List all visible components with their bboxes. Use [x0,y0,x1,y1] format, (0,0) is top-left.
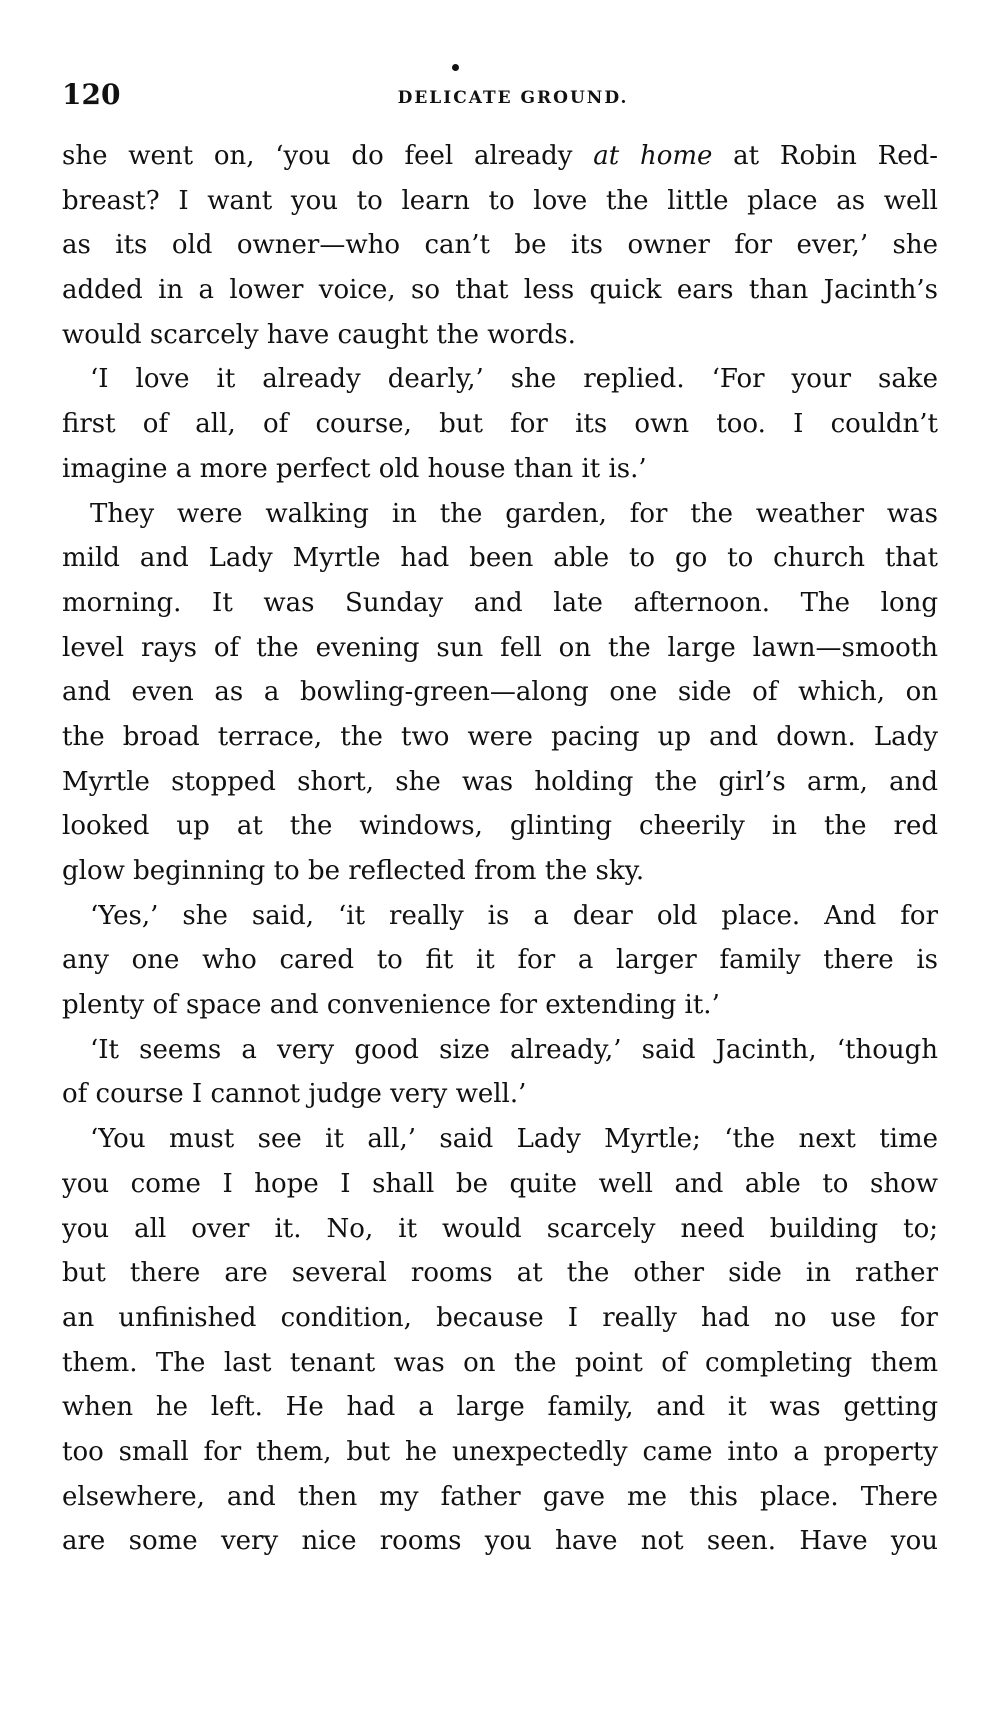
text-line: ‘You must see it all,’ said Lady Myrtle; ‘the next time [90,1124,938,1155]
text-line: ‘I love it already dearly,’ she replied. ‘For your sake [90,364,938,395]
text-line: mild and Lady Myrtle had been able to go to church that [62,543,938,574]
text-line: you all over it. No, it would scarcely need building to; [62,1213,938,1244]
body-text [62,134,938,1564]
text-line: ‘It seems a very good size already,’ said Jacinth, ‘though [90,1034,938,1065]
page-number: 120 [62,78,121,111]
text-line: of course I cannot judge very well.’ [62,1079,527,1110]
text-line: too small for them, but he unexpectedly came into a property [62,1436,938,1467]
text-line: an unfinished condition, because I really had no use for [62,1302,938,1333]
text-line: them. The last tenant was on the point of completing them [62,1347,938,1378]
running-title: DELICATE GROUND. [397,88,629,108]
text-line: They were walking in the garden, for the weather was [90,498,938,529]
text-line: as its old owner—who can’t be its owner for ever,’ she [62,230,938,261]
text-line: elsewhere, and then my father gave me this place. There [62,1481,938,1512]
text-line: and even as a bowling-green—along one side of which, on [62,677,938,708]
text-line: level rays of the evening sun fell on the large lawn—smooth [62,632,938,663]
text-line: morning. It was Sunday and late afternoon. The long [62,587,938,618]
text-line: are some very nice rooms you have not seen. Have you [62,1526,938,1557]
text-line: any one who cared to fit it for a larger family there is [62,945,938,976]
text-line: the broad terrace, the two were pacing up and down. Lady [62,721,938,752]
text-line: breast? I want you to learn to love the little place as well [62,185,938,216]
emphasis-at-home: at home [593,141,713,171]
text-line: but there are several rooms at the other side in rather [62,1258,938,1289]
text-line: looked up at the windows, glinting cheerily in the red [62,811,938,842]
text-line: when he left. He had a large family, and it was getting [62,1392,938,1423]
printer-dot-mark [452,64,459,71]
text-line: would scarcely have caught the words. [62,319,576,350]
text-line: plenty of space and convenience for extending it.’ [62,990,720,1021]
text-line: ‘Yes,’ she said, ‘it really is a dear old place. And for [90,900,938,931]
text-line: she went on, ‘you do feel already at home at Robin Red- [62,141,938,171]
text-line: first of all, of course, but for its own too. I couldn’t [62,409,938,440]
text-line: you come I hope I shall be quite well and able to show [62,1168,938,1199]
text-line: added in a lower voice, so that less quick ears than Jacinth’s [62,275,938,306]
text-line: glow beginning to be reflected from the sky. [62,856,645,886]
text-line: Myrtle stopped short, she was holding the girl’s arm, and [62,766,938,797]
text-line: imagine a more perfect old house than it is.’ [62,453,647,484]
page-header [62,78,938,122]
